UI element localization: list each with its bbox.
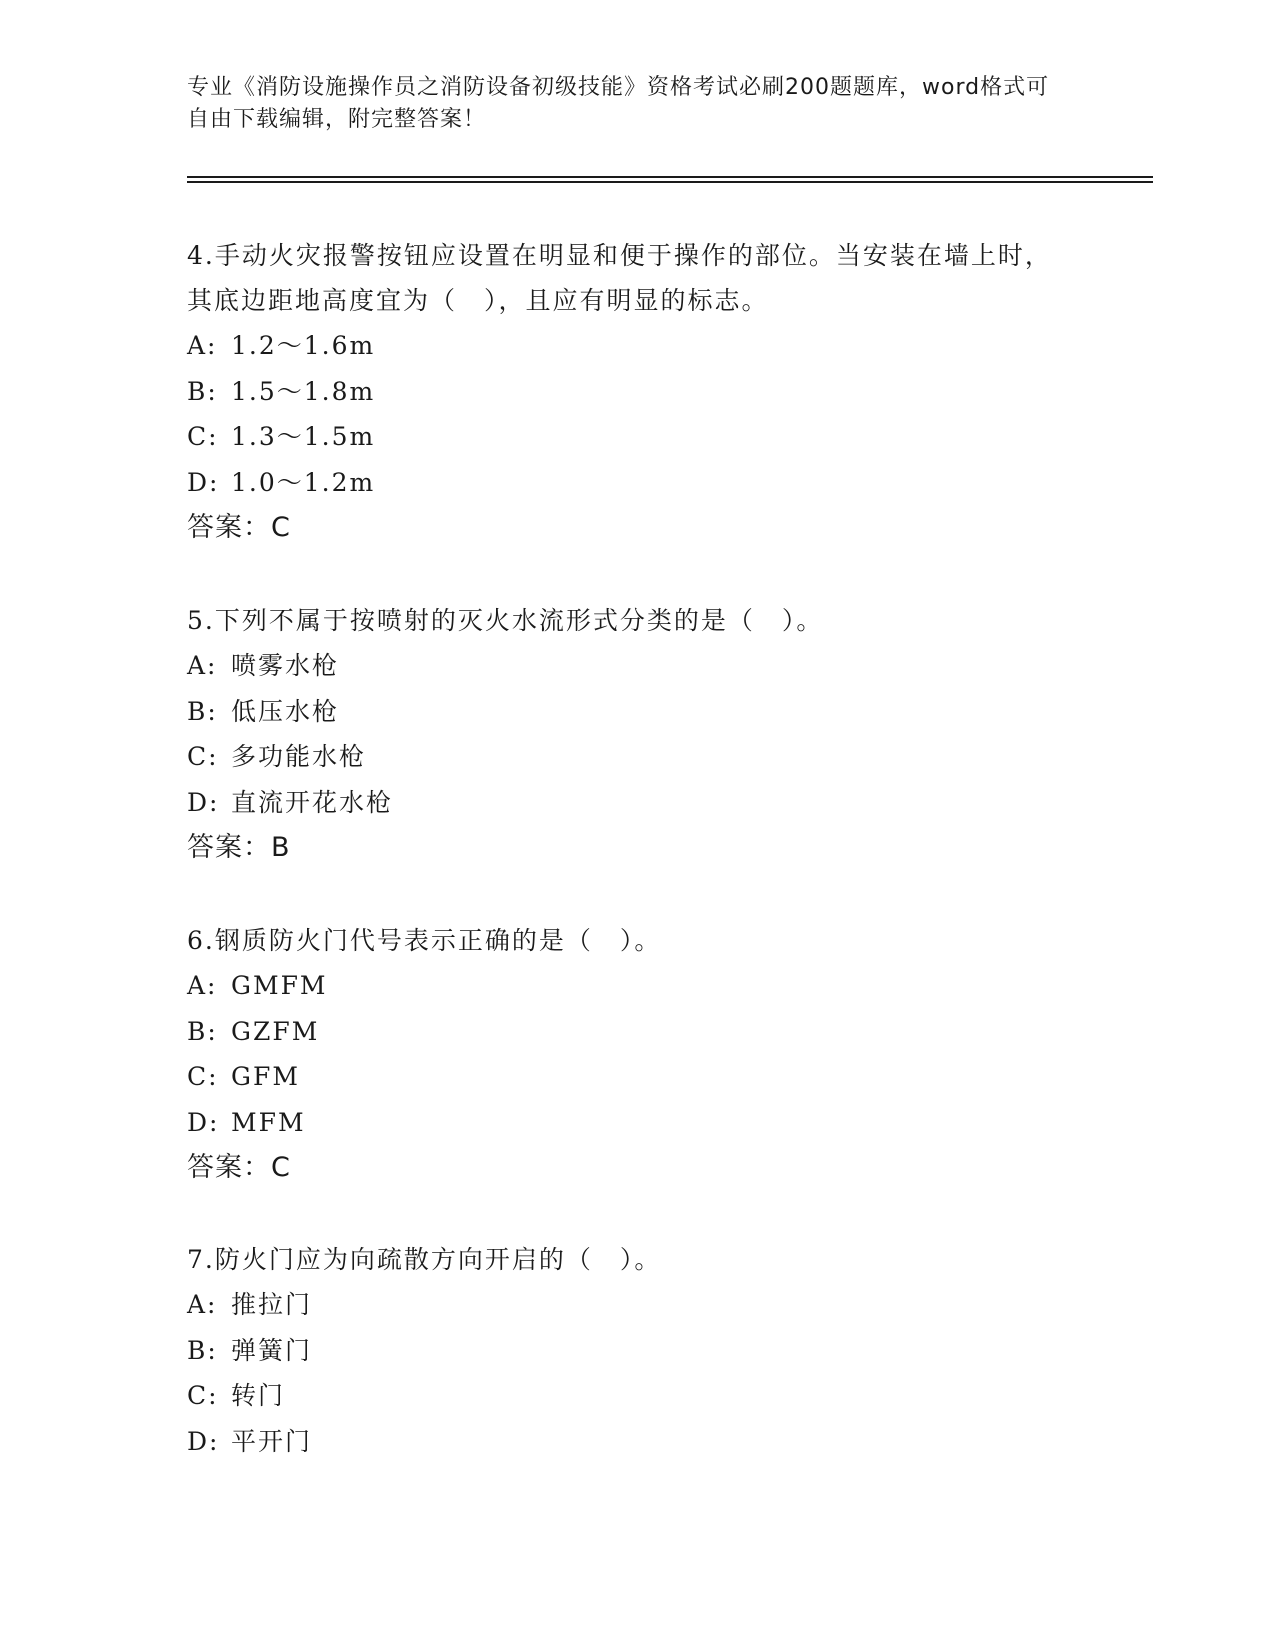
header-divider-bottom — [187, 181, 1153, 183]
option-a: A: GMFM — [187, 971, 328, 1000]
option-b: B: 1.5～1.8m — [187, 376, 376, 406]
option-a: A: 1.2～1.6m — [187, 331, 376, 360]
question-6 — [187, 918, 1067, 1191]
option-d: D: 直流开花水枪 — [187, 787, 394, 817]
document-header: 专业《消防设施操作员之消防设备初级技能》资格考试必刷200题题库，word格式可自由下载编辑，附完整答案！ — [187, 75, 1050, 132]
option-a: A: 推拉门 — [187, 1290, 313, 1319]
option-c: C: 多功能水枪 — [187, 742, 367, 771]
option-b: B: GZFM — [187, 1016, 320, 1046]
question-stem: 6.钢质防火门代号表示正确的是（ ）。 — [187, 926, 662, 955]
question-stem: 7.防火门应为向疏散方向开启的（ ）。 — [187, 1245, 662, 1274]
question-4 — [187, 233, 1067, 551]
option-c: C: 转门 — [187, 1381, 286, 1410]
option-a: A: 喷雾水枪 — [187, 651, 340, 680]
option-c: C: 1.3～1.5m — [187, 422, 376, 451]
question-5 — [187, 598, 1067, 871]
option-d: D: 平开门 — [187, 1426, 313, 1456]
option-d: D: 1.0～1.2m — [187, 467, 376, 497]
question-stem: 4.手动火灾报警按钮应设置在明显和便于操作的部位。当安装在墙上时，其底边距地高度宜为（ ），且应有明显的标志。 — [187, 241, 1052, 315]
answer: 答案：C — [187, 512, 291, 543]
option-b: B: 低压水枪 — [187, 696, 340, 726]
answer: 答案：C — [187, 1152, 291, 1183]
option-b: B: 弹簧门 — [187, 1335, 313, 1365]
header-divider-top — [187, 176, 1153, 178]
question-stem: 5.下列不属于按喷射的灭火水流形式分类的是（ ）。 — [187, 606, 824, 635]
question-7 — [187, 1237, 1067, 1464]
option-d: D: MFM — [187, 1107, 306, 1137]
option-c: C: GFM — [187, 1062, 300, 1091]
answer: 答案：B — [187, 832, 291, 863]
